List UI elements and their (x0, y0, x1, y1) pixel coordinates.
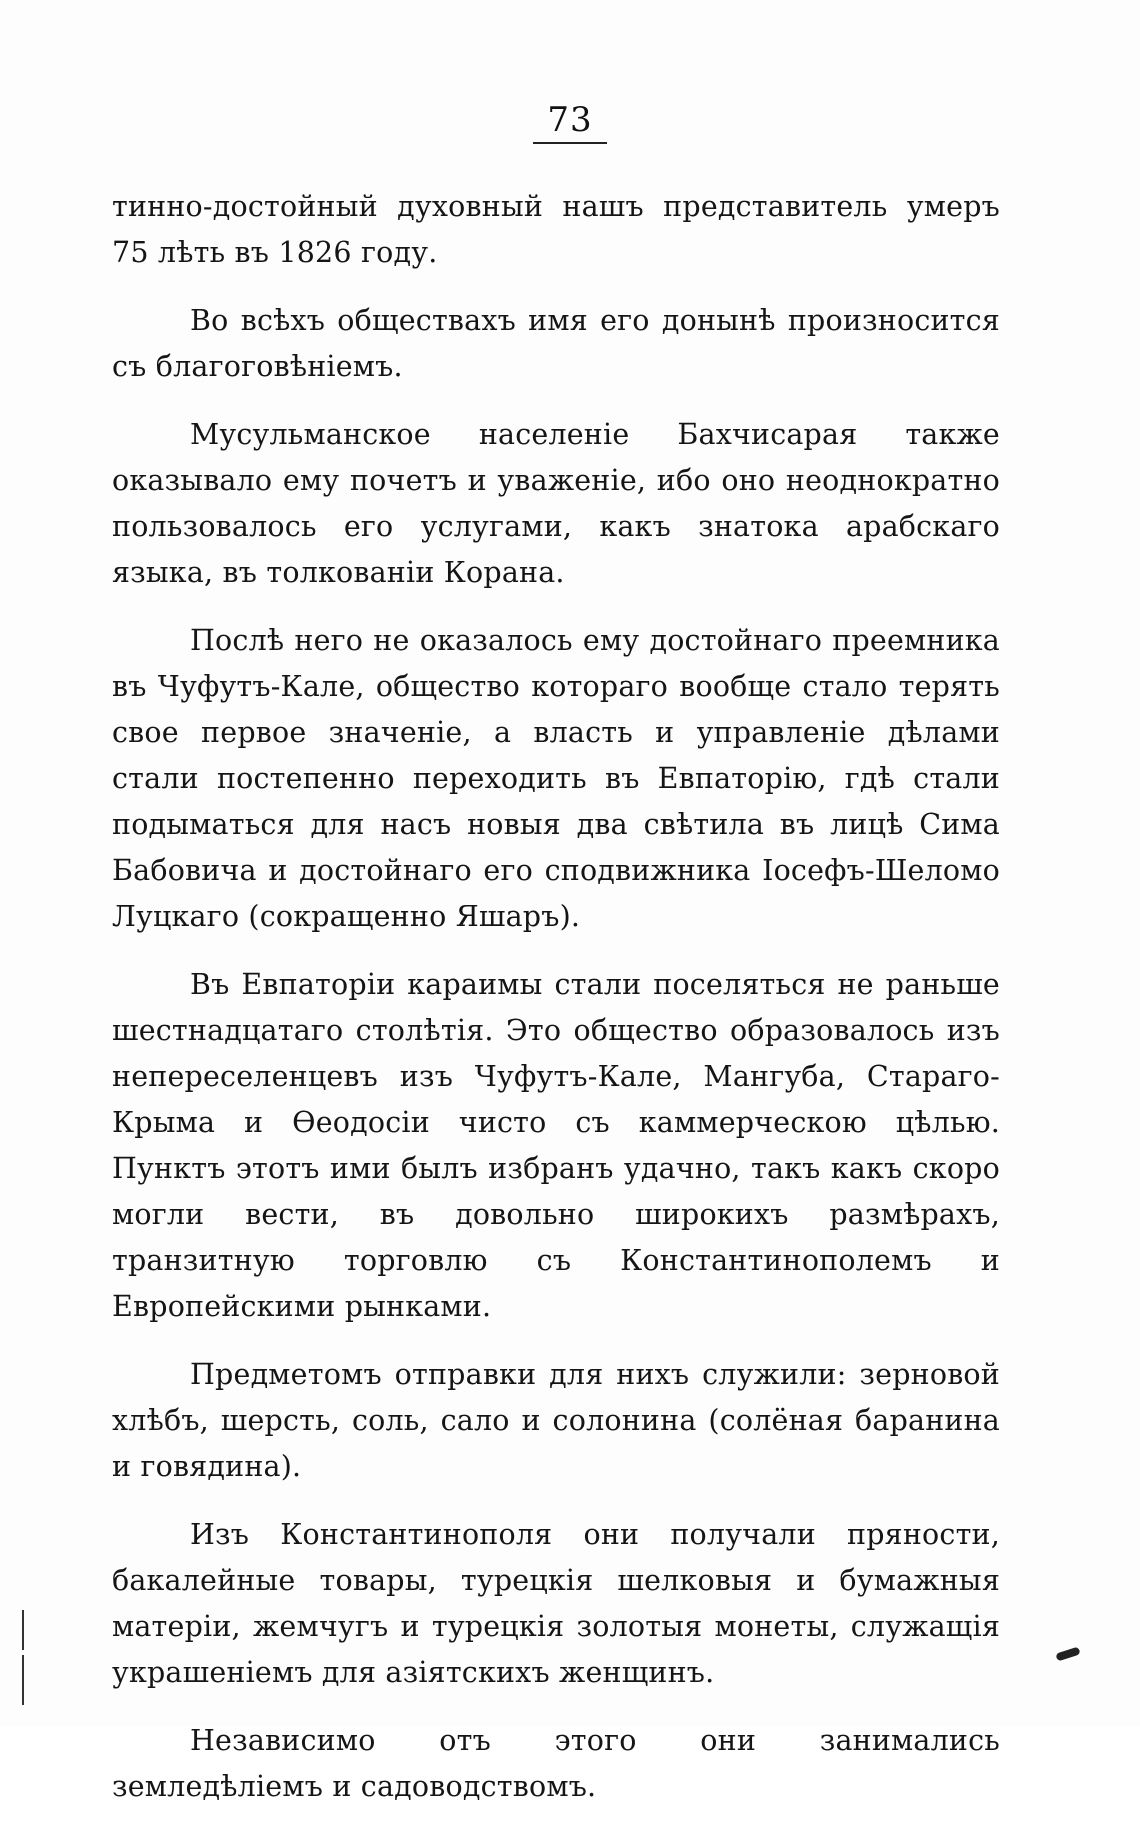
paragraph-4: Послѣ него не оказалось ему достойнаго преемника въ Чуфутъ-Кале, общество котораго вообще стало терять свое первое значеніе, а власть и управленіе дѣлами стали постепенно переходить въ Евпаторію, гдѣ стали подыматься для насъ новыя два свѣтила въ лицѣ Сима Бабовича и достойнаго его сподвижника Іосефъ-Шеломо Луцкаго (сокращенно Яшаръ). (112, 624, 1000, 933)
paragraph-6: Предметомъ отправки для нихъ служили: зерновой хлѣбъ, шерсть, соль, сало и солонина (солёная баранина и говядина). (112, 1358, 1000, 1483)
paragraph-1: тинно-достойный духовный нашъ представитель умеръ 75 лѣть въ 1826 году. (112, 190, 1000, 269)
body-text (112, 184, 1000, 1832)
paragraph-7: Изъ Константинополя они получали пряности, бакалейные товары, турецкія шелковыя и бумажныя матеріи, жемчугъ и турецкія золотыя монеты, служащія украшеніемъ для азіятскихъ женщинъ. (112, 1518, 1000, 1689)
paragraph-5: Въ Евпаторіи караимы стали поселяться не раньше шестнадцатаго столѣтія. Это общество образовалось изъ непереселенцевъ изъ Чуфутъ-Кале, Мангуба, Стараго-Крыма и Ѳеодосіи чисто съ каммерческою цѣлью. Пунктъ этотъ ими былъ избранъ удачно, такъ какъ скоро могли вести, въ довольно широкихъ размѣрахъ, транзитную торговлю съ Константинополемъ и Европейскими рынками. (112, 968, 1000, 1323)
scan-speck (1055, 1646, 1080, 1661)
paragraph-2: Во всѣхъ обществахъ имя его донынѣ произносится съ благоговѣніемъ. (112, 304, 1000, 383)
paragraph-3: Мусульманское населеніе Бахчисарая также оказывало ему почетъ и уваженіе, ибо оно неоднократно пользовалось его услугами, какъ знатока арабскаго языка, въ толкованіи Корана. (112, 418, 1000, 589)
margin-scan-mark (22, 1655, 24, 1705)
paragraph-8: Независимо отъ этого они занимались земледѣліемъ и садоводствомъ. (112, 1724, 1000, 1803)
page-number: 73 (0, 100, 1140, 144)
margin-scan-mark (22, 1610, 24, 1650)
